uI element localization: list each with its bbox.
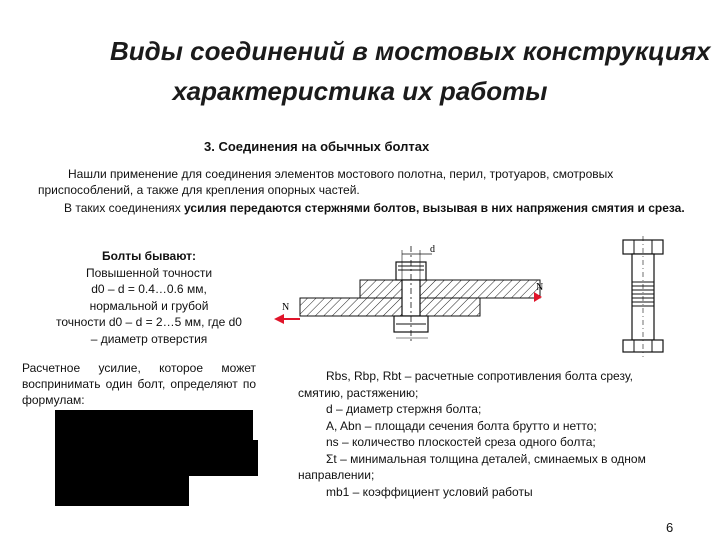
definitions-block bbox=[298, 368, 668, 500]
bolt-types-heading: Болты бывают: bbox=[101, 249, 197, 263]
left-force-arrow-icon bbox=[274, 314, 284, 324]
bolt-types-line: Повышенной точности bbox=[85, 265, 213, 280]
lower-plate bbox=[300, 298, 480, 316]
force-n-left-label: N bbox=[282, 302, 290, 313]
definition-item: Rbs, Rbp, Rbt – расчетные сопротивления болта срезу, смятию, растяжению; bbox=[298, 369, 633, 400]
dimension-d-label: d bbox=[430, 244, 435, 255]
bolt-side-view bbox=[620, 236, 666, 358]
bolt-types-line: d0 – d = 0.4…0.6 мм, bbox=[91, 282, 207, 296]
paragraph-forces-bold: усилия передаются стержнями болтов, вызывая в них напряжения смятия и среза. bbox=[184, 201, 685, 215]
upper-plate bbox=[360, 280, 540, 298]
force-n-right-label: N bbox=[536, 282, 544, 293]
definition-item: A, Abn – площади сечения болта брутто и нетто; bbox=[326, 418, 597, 433]
page-number: 6 bbox=[666, 520, 674, 535]
bolt-types-line: – диаметр отверстия bbox=[90, 331, 208, 346]
slide-title-line2: характеристика их работы bbox=[172, 76, 548, 106]
paragraph-forces bbox=[38, 200, 688, 216]
definition-item: ns – количество плоскостей среза одного болта; bbox=[326, 435, 596, 449]
definition-item: Σt – минимальная толщина деталей, сминаемых в одном направлении; bbox=[298, 451, 646, 482]
bolt-joint-diagram bbox=[272, 240, 562, 350]
definition-item: mb1 – коэффициент условий работы bbox=[326, 484, 533, 499]
paragraph-forces-start: В таких соединениях bbox=[64, 201, 185, 215]
definition-item: d – диаметр стержня болта; bbox=[326, 402, 482, 416]
calc-text: Расчетное усилие, которое может воспринимать один болт, определяют по формулам: bbox=[22, 361, 256, 407]
formula-image-3 bbox=[55, 472, 189, 506]
paragraph-usage: Нашли применение для соединения элементов мостового полотна, перил, тротуаров, смотровых приспособлений, а также для крепления опорных частей. bbox=[38, 167, 614, 197]
bolt-types-line: нормальной и грубой bbox=[89, 298, 209, 313]
bolt-types-block bbox=[24, 248, 274, 347]
section-heading: 3. Соединения на обычных болтах bbox=[204, 139, 430, 154]
slide-title-line1: Виды соединений в мостовых конструкциях bbox=[110, 36, 711, 66]
bolt-types-line: точности d0 – d = 2…5 мм, где d0 bbox=[56, 315, 242, 329]
formula-image-2 bbox=[55, 440, 258, 476]
